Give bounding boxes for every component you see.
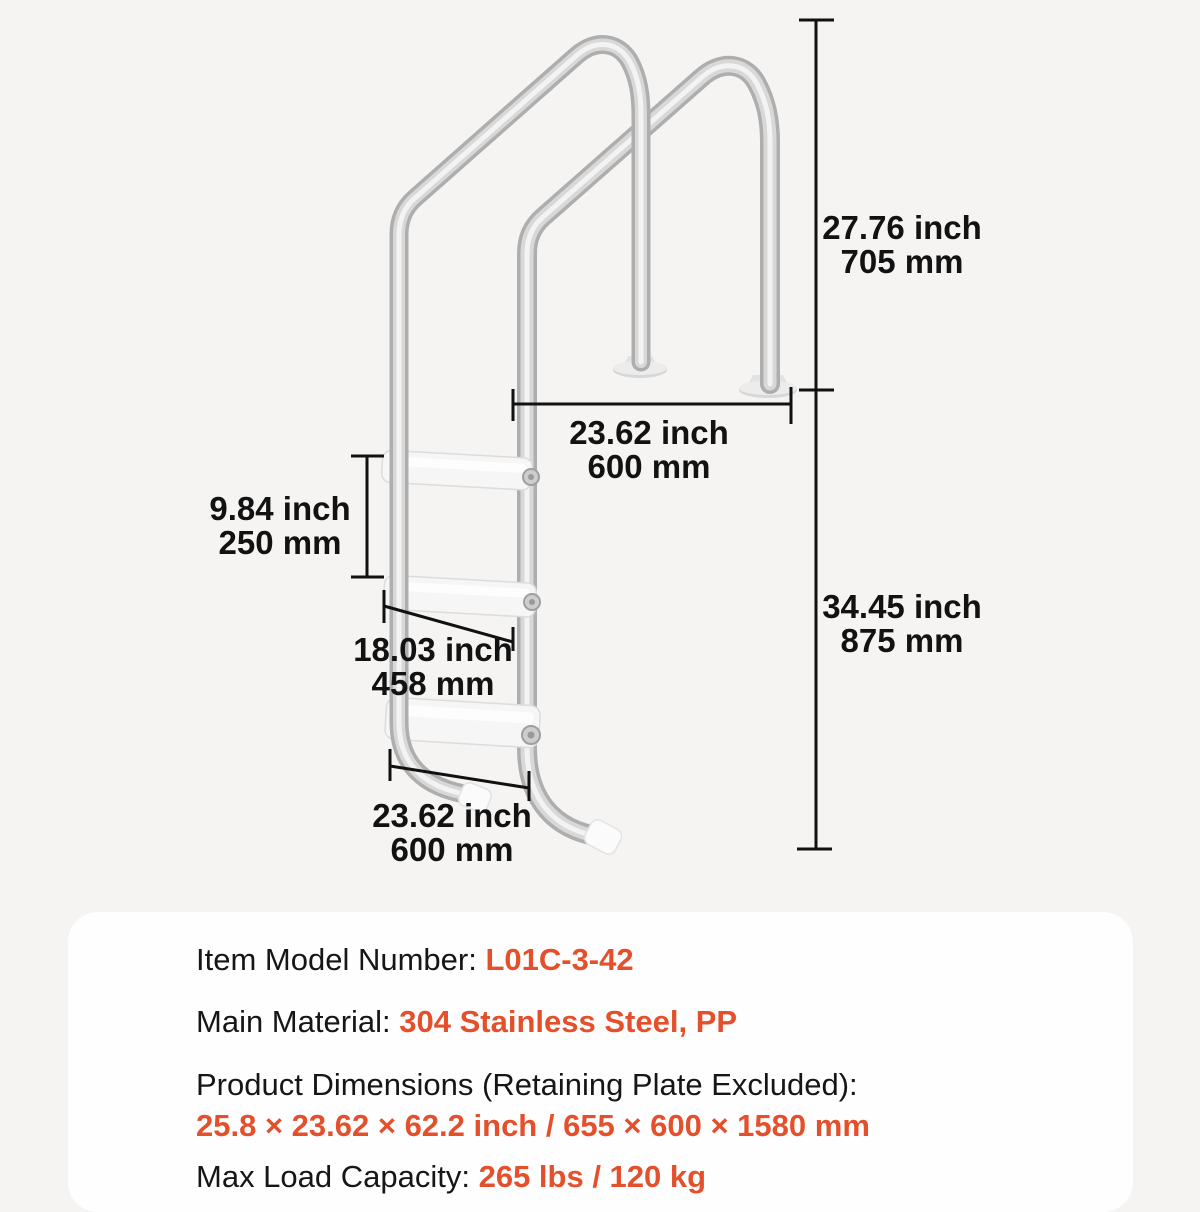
dim-label-lower-height xyxy=(822,590,982,659)
dim-label-top-width xyxy=(569,416,729,485)
info-value: 265 lbs / 120 kg xyxy=(478,1159,707,1194)
dim-mm: 705 mm xyxy=(840,243,964,281)
rail-end-cap-back xyxy=(582,817,625,857)
info-row-capacity xyxy=(196,1160,706,1193)
info-row-material xyxy=(196,1005,737,1038)
info-label: Main Material: xyxy=(196,1004,400,1039)
dim-label-bottom-width xyxy=(372,799,532,868)
dim-mm: 458 mm xyxy=(371,665,495,703)
info-row-model xyxy=(196,943,634,976)
info-value: 304 Stainless Steel, PP xyxy=(399,1004,738,1039)
info-value: L01C-3-42 xyxy=(485,942,634,977)
info-label: Max Load Capacity: xyxy=(196,1159,479,1194)
dim-inch: 34.45 inch xyxy=(822,588,982,625)
info-row-dimensions xyxy=(196,1068,870,1142)
dim-inch: 23.62 inch xyxy=(569,414,729,451)
dim-label-handrail-height xyxy=(822,211,982,280)
dim-mm: 600 mm xyxy=(587,448,711,486)
product-info-panel xyxy=(68,912,1133,1212)
info-value: 25.8 × 23.62 × 62.2 inch / 655 × 600 × 1580 mm xyxy=(196,1108,870,1143)
dim-mm: 875 mm xyxy=(840,622,964,660)
dim-mm: 600 mm xyxy=(390,831,514,869)
dim-inch: 9.84 inch xyxy=(209,490,351,527)
info-label: Item Model Number: xyxy=(196,942,486,977)
dim-inch: 23.62 inch xyxy=(372,797,532,834)
dim-label-step-spacing xyxy=(209,492,350,561)
dim-inch: 18.03 inch xyxy=(353,631,513,668)
dim-inch: 27.76 inch xyxy=(822,209,982,246)
dim-label-step-width xyxy=(353,633,513,702)
dim-mm: 250 mm xyxy=(218,524,342,562)
info-label: Product Dimensions (Retaining Plate Excluded): xyxy=(196,1067,858,1102)
